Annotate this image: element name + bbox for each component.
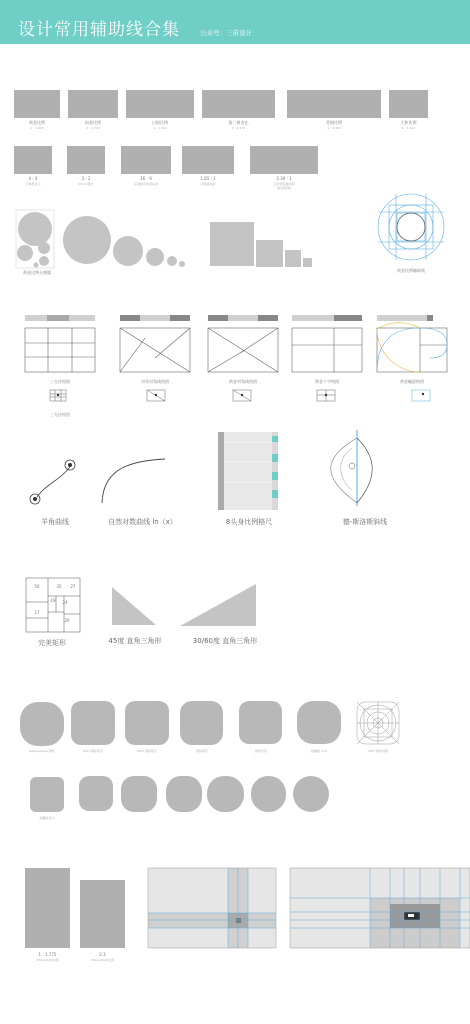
ratio-label: 2.39 : 1	[276, 176, 292, 181]
icon-label: 超椭圆 n=4	[310, 749, 328, 753]
icon-variant-7	[293, 776, 329, 812]
icon-ios7-alt	[125, 701, 169, 745]
ratio-value: 1 : 1.618	[30, 126, 44, 130]
golden-spiral-guides	[376, 192, 446, 262]
ratio-rect-16-9	[121, 146, 171, 174]
ratio-value: 1 : 1.272	[231, 126, 246, 130]
log-curve	[100, 455, 170, 505]
ratio-label: 4 : 3	[28, 176, 38, 181]
triangle-45	[110, 585, 160, 627]
ratio-label: 1.85 : 1	[200, 176, 216, 181]
shape-label: 30/60度 直角三角形	[192, 637, 258, 645]
ratio-note: 高清数字电视标准	[133, 182, 158, 186]
ratio-rect-239-1	[250, 146, 318, 174]
composition-label: 黄金对角线构图	[229, 379, 257, 384]
phone-ratio-1775	[25, 868, 70, 948]
curve-label: 德-斯洛斯斜线	[342, 518, 388, 526]
phone-ratio-label: 2:3	[99, 952, 106, 957]
composition-label: 对角对角线构图	[141, 379, 169, 384]
perfect-rect-number: 19	[50, 598, 56, 603]
icon-label: Superellipse 图标	[29, 749, 55, 753]
ratio-note: 变形宽银幕电影	[273, 182, 295, 186]
ratio-rect-platinum	[68, 90, 118, 118]
ratio-label: 青铜比例	[326, 120, 342, 125]
ratio-label: 黄金比例	[29, 120, 45, 125]
ratio-rect-185-1	[182, 146, 234, 174]
eight-head-ruler	[218, 432, 280, 512]
icon-label: iOS7 图标规范	[83, 749, 103, 753]
perfect-rect-number: 24	[62, 600, 68, 605]
ratio-note: 计算机显示	[25, 182, 41, 186]
composition-grids	[25, 328, 435, 373]
ratio-rect-4-3	[14, 146, 52, 174]
ratio-rect-3-2	[67, 146, 105, 174]
ratio-label: 第二黄金比	[228, 120, 249, 125]
shape-label: 完美矩形	[38, 639, 66, 647]
perfect-rect-number: 27	[70, 584, 76, 589]
icon-variant-4	[166, 776, 202, 812]
perfect-rect-number: 29	[64, 618, 70, 623]
ratio-label: 白银比例	[152, 120, 168, 125]
icon-label: 圆角矩形	[254, 749, 267, 753]
layout-grid-1	[148, 868, 276, 948]
composition-label: 三分法构图	[50, 379, 70, 384]
header-bar	[0, 0, 470, 44]
ratio-note: 35mm胶片	[78, 182, 94, 186]
icon-variant-6	[251, 776, 286, 812]
ratio-value: 1 : 3.303	[327, 126, 341, 130]
composition-mini-thumbs	[25, 389, 445, 403]
golden-circles-label: 黄金比例分割圆	[23, 270, 51, 275]
golden-spiral-label: 黄金比例辅助线	[397, 268, 425, 273]
icon-label: iOS7 图标规范	[137, 749, 157, 753]
ratio-rect-golden	[14, 90, 60, 118]
layout-grid-2	[290, 868, 470, 948]
icon-variant-2	[79, 776, 113, 811]
composition-label: 黄金十字构图	[315, 379, 339, 384]
icon-variant-5	[207, 776, 244, 812]
ratio-rect-second-golden	[202, 90, 275, 118]
ratio-value: 1 : 1.732	[86, 126, 100, 130]
curve-label: 自然对数曲线 ln（x）	[108, 518, 177, 526]
ratio-rect-silver	[126, 90, 194, 118]
page-subtitle: 公众号：三苗设计	[200, 29, 252, 37]
icon-variant-3	[121, 776, 157, 812]
de-sluse-curve	[312, 428, 392, 508]
page-title: 设计常用辅助线合集	[18, 20, 180, 40]
phone-ratio-sub: iPhone4/4S比例	[91, 958, 114, 962]
composition-label: 黄金螺旋构图	[400, 379, 424, 384]
phone-ratio-23	[80, 880, 125, 948]
curve-label: 8头身比例格尺	[225, 518, 273, 526]
icon-superellipse	[20, 702, 64, 746]
ratio-note-2: (超宽银幕)	[276, 186, 292, 190]
ratio-value: 1 : 1.414	[153, 126, 167, 130]
icon-rounded	[180, 701, 223, 745]
ratio-rect-yamato	[389, 90, 428, 118]
ratio-label: 铂金比例	[85, 120, 101, 125]
ratio-label: 16 : 9	[140, 176, 152, 181]
curve-label: 羊角曲线	[41, 518, 69, 526]
perfect-rect-number: 50	[34, 584, 40, 589]
ratio-value: 1 : 1.414	[401, 126, 416, 130]
icon-rounded-rect	[239, 701, 282, 744]
perfect-rect-number: 17	[34, 610, 40, 615]
ram-horn-curve	[25, 455, 85, 510]
ratio-note: 宽银幕电影	[200, 182, 216, 186]
golden-squares-sequence	[208, 220, 318, 268]
icon-label: iOS7 图标网格	[368, 749, 388, 753]
ratio-label: 3 : 2	[81, 176, 91, 181]
composition-sublabel: 三分法构图	[50, 412, 70, 417]
phone-ratio-label: 1 : 1.775	[38, 952, 57, 957]
perfect-rect-number: 35	[56, 584, 62, 589]
icon-row2-label: 超椭圆设计	[39, 816, 55, 820]
shape-label: 45度 直角三角形	[108, 637, 162, 645]
icon-ios7	[71, 701, 115, 745]
phone-ratio-sub: iPhone5/5S比例	[36, 958, 59, 962]
icon-label: 图标规范	[195, 749, 208, 753]
ratio-label: 大和比例	[400, 120, 417, 125]
golden-circles-sequence	[62, 215, 192, 270]
golden-circles-packed	[16, 210, 56, 268]
ratio-rect-bronze	[287, 90, 381, 118]
icon-superellipse-n4	[297, 701, 341, 744]
triangle-30-60	[178, 582, 258, 628]
icon-variant-1	[30, 777, 64, 812]
composition-ratio-bars	[25, 315, 435, 323]
icon-grid-ios7	[356, 701, 400, 745]
